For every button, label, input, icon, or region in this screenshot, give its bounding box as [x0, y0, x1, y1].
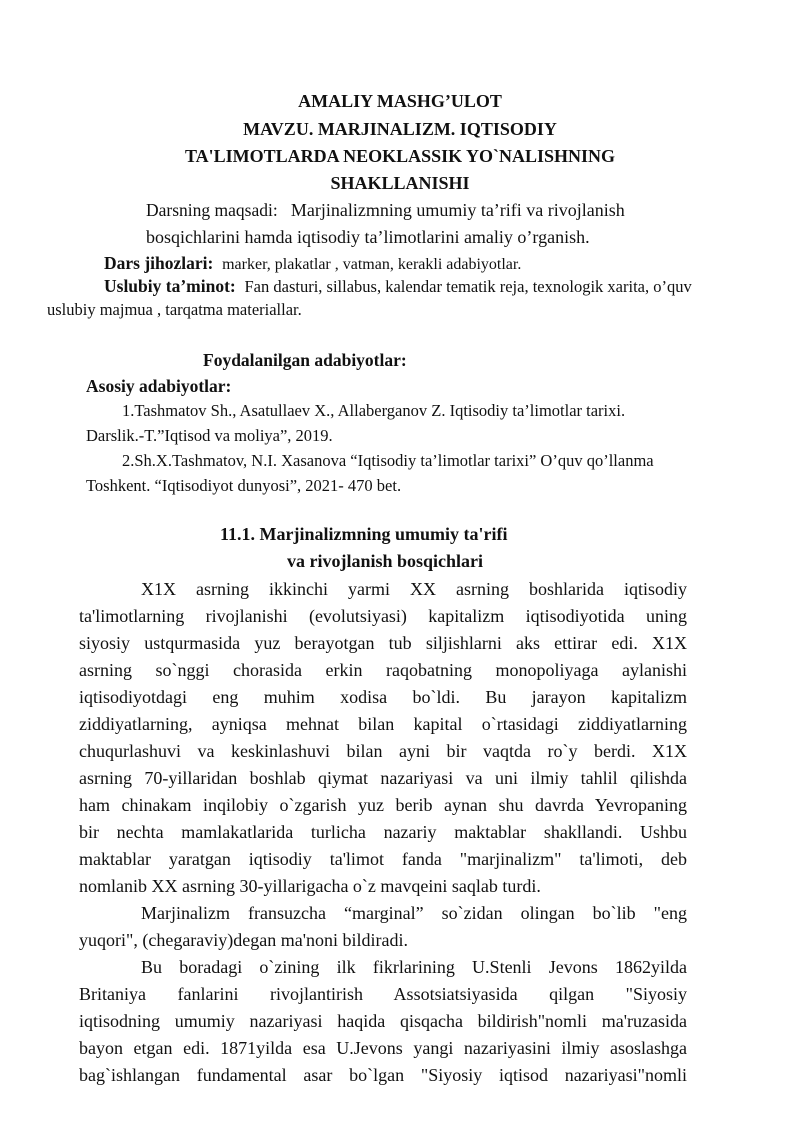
reference-2-line-2: Toshkent. “Iqtisodiyot dunyosi”, 2021- 470 bet. [86, 476, 402, 495]
lesson-goal-text: Marjinalizmning umumiy ta’rifi va rivojlanish [290, 200, 625, 220]
paragraph-3-line: Bu boradagi o`zining ilk fikrlarining U.Stenli Jevons 1862yilda [141, 957, 687, 977]
equipment-label: Dars jihozlari: [104, 253, 214, 273]
paragraph-1-line: ta'limotlarning rivojlanishi (evolutsiyasi) kapitalizm iqtisodiyotida uning [79, 606, 687, 626]
references-heading: Foydalanilgan adabiyotlar: [203, 350, 407, 370]
paragraph-1-line: ham chinakam inqilobiy o`zgarish yuz berib aynan shu davrda Yevropaning [79, 795, 687, 815]
section-heading-line-2: va rivojlanish bosqichlari [287, 551, 484, 571]
lesson-goal-line-2: bosqichlarini hamda iqtisodiy ta’limotlarini amaliy o’rganish. [146, 227, 590, 247]
equipment-line [104, 253, 521, 275]
methodical-support-line-2: uslubiy majmua , tarqatma materiallar. [47, 300, 302, 319]
paragraph-2-line: Marjinalizm fransuzcha “marginal” so`zidan olingan bo`lib "eng [141, 903, 687, 923]
paragraph-1-line: chuqurlashuvi va keskinlashuvi bilan ayni bir vaqtda ro`y berdi. X1X [79, 741, 687, 761]
lesson-goal-line-1 [146, 200, 625, 220]
lesson-goal-label: Darsning maqsadi: [146, 200, 278, 220]
methodical-support-label: Uslubiy ta’minot: [104, 276, 236, 296]
paragraph-2-line: yuqori", (chegaraviy)degan ma'noni bildiradi. [79, 930, 408, 950]
paragraph-1-line: iqtisodiyotdagi eng muhim xodisa bo`ldi. Bu jarayon kapitalizm [79, 687, 687, 707]
paragraph-3-line: bag`ishlangan fundamental asar bo`lgan "Siyosiy iqtisod nazariyasi"nomli [79, 1065, 687, 1085]
methodical-support-text: Fan dasturi, sillabus, kalendar tematik reja, texnologik xarita, o’quv [244, 277, 692, 296]
paragraph-1-line: nomlanib XX asrning 30-yillarigacha o`z mavqeini saqlab turdi. [79, 876, 541, 896]
paragraph-3-line: iqtisodning umumiy nazariyasi haqida qisqacha bildirish"nomli ma'ruzasida [79, 1011, 687, 1031]
reference-2-line-1: 2.Sh.X.Tashmatov, N.I. Xasanova “Iqtisodiy ta’limotlar tarixi” O’quv qo’llanma [122, 451, 654, 470]
paragraph-1-line: asrning so`nggi chorasida erkin raqobatning monopoliyaga aylanishi [79, 660, 687, 680]
section-heading-line-1: 11.1. Marjinalizmning umumiy ta'rifi [220, 524, 508, 544]
paragraph-1-line: maktablar yaratgan iqtisodiy ta'limot fanda "marjinalizm" ta'limoti, deb [79, 849, 687, 869]
page-title-line-3: TA'LIMOTLARDA NEOKLASSIK YO`NALISHNING [184, 146, 616, 166]
reference-1-line-1: 1.Tashmatov Sh., Asatullaev X., Allaberganov Z. Iqtisodiy ta’limotlar tarixi. [122, 401, 626, 420]
paragraph-1-line: bir nechta mamlakatlarida turlicha nazariy maktablar shakllandi. Ushbu [79, 822, 687, 842]
paragraph-1-line: ziddiyatlarning, ayniqsa mehnat bilan kapital o`rtasidagi ziddiyatlarning [79, 714, 687, 734]
equipment-text: marker, plakatlar , vatman, kerakli adabiyotlar. [222, 256, 522, 273]
paragraph-3-line: Britaniya fanlarini rivojlantirish Assotsiatsiyasida qilgan "Siyosiy [79, 984, 687, 1004]
page-title-line-2: MAVZU. MARJINALIZM. IQTISODIY [243, 119, 557, 139]
paragraph-1-line: asrning 70-yillaridan boshlab qiymat nazariyasi va uni ilmiy tahlil qilishda [79, 768, 687, 788]
paragraph-3-line: bayon etgan edi. 1871yilda esa U.Jevons yangi nazariyasini ilmiy asoslashga [79, 1038, 687, 1058]
page-title-line-1: AMALIY MASHG’ULOT [298, 91, 502, 111]
paragraph-1-line: X1X asrning ikkinchi yarmi XX asrning boshlarida iqtisodiy [141, 579, 687, 599]
methodical-support-line-1 [104, 276, 692, 297]
main-references-heading: Asosiy adabiyotlar: [86, 376, 232, 396]
reference-1-line-2: Darslik.-T.”Iqtisod va moliya”, 2019. [86, 426, 333, 445]
paragraph-1-line: siyosiy ustqurmasida yuz berayotgan tub siljishlarni aks ettirar edi. X1X [79, 633, 687, 653]
page-title-line-4: SHAKLLANISHI [330, 173, 470, 193]
